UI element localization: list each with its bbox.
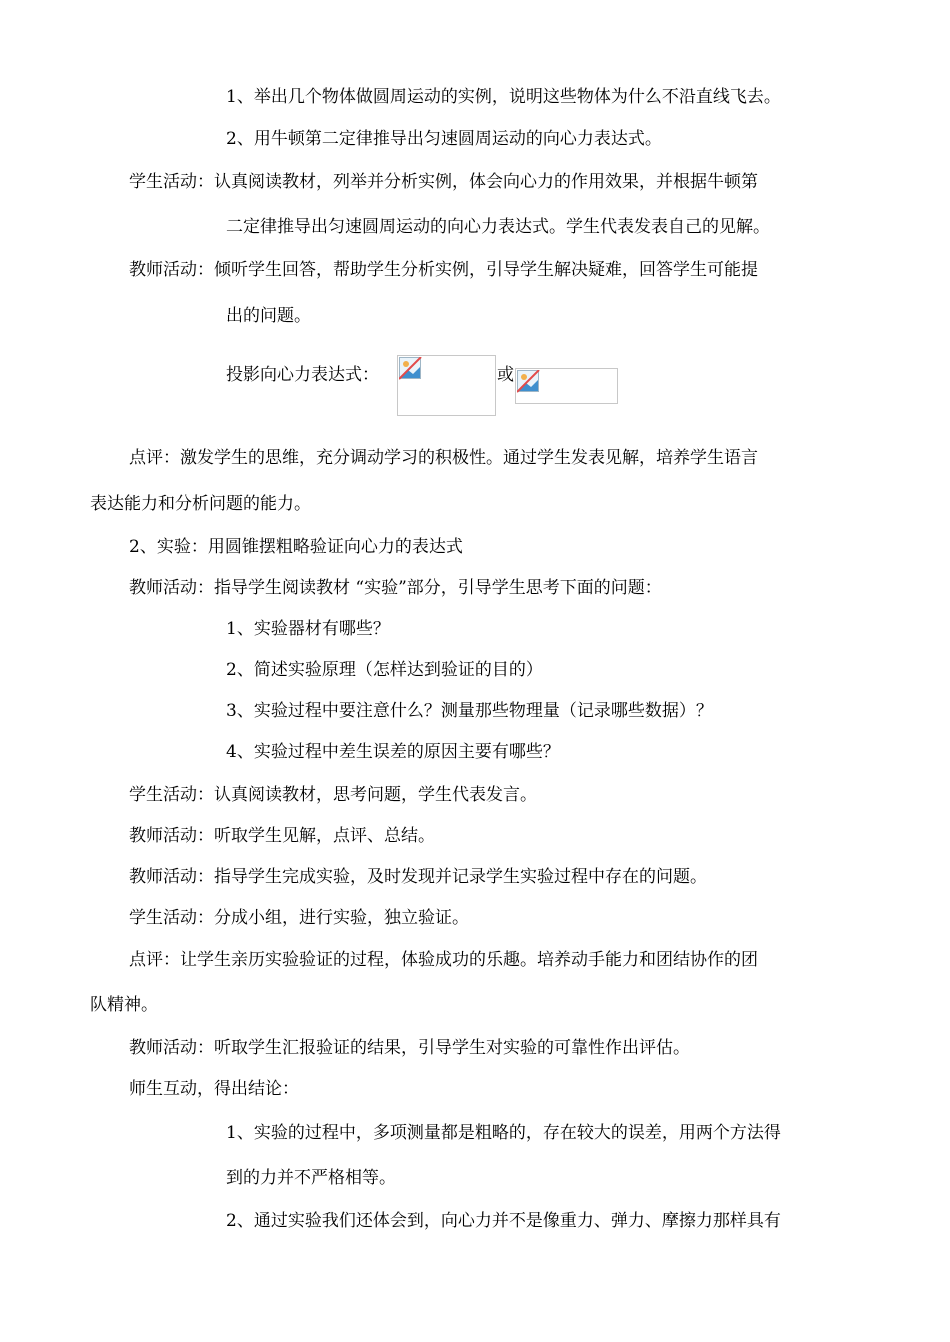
text-line: 1、举出几个物体做圆周运动的实例，说明这些物体为什么不沿直线飞去。 [226,87,781,107]
formula-label: 投影向心力表达式： [226,365,379,385]
text-line: 教师活动：指导学生完成实验，及时发现并记录学生实验过程中存在的问题。 [129,867,707,887]
formula-image-2 [515,368,618,404]
text-line: 二定律推导出匀速圆周运动的向心力表达式。学生代表发表自己的见解。 [226,217,770,237]
list-item: 2、简述实验原理（怎样达到验证的目的） [226,660,543,680]
text-line: 点评：激发学生的思维，充分调动学习的积极性。通过学生发表见解，培养学生语言 [129,448,758,468]
text-line: 出的问题。 [226,306,311,326]
list-item: 1、实验的过程中，多项测量都是粗略的，存在较大的误差，用两个方法得 [226,1123,781,1143]
text-line: 队精神。 [90,995,158,1015]
text-line: 表达能力和分析问题的能力。 [90,494,311,514]
list-item: 到的力并不严格相等。 [226,1168,396,1188]
formula-image-1 [397,355,496,416]
text-line: 教师活动：指导学生阅读教材 “实验”部分，引导学生思考下面的问题： [129,578,662,598]
list-item: 4、实验过程中差生误差的原因主要有哪些？ [226,742,560,762]
text-line: 教师活动：听取学生汇报验证的结果，引导学生对实验的可靠性作出评估。 [129,1038,690,1058]
broken-image-icon [517,370,541,394]
text-line: 学生活动：认真阅读教材，思考问题，学生代表发言。 [129,785,537,805]
text-line: 2、用牛顿第二定律推导出匀速圆周运动的向心力表达式。 [226,129,662,149]
broken-image-icon [399,357,423,381]
text-line: 教师活动：倾听学生回答，帮助学生分析实例，引导学生解决疑难，回答学生可能提 [129,260,758,280]
text-line: 师生互动，得出结论： [129,1079,299,1099]
text-line: 教师活动：听取学生见解，点评、总结。 [129,826,435,846]
list-item: 1、实验器材有哪些？ [226,619,390,639]
text-line: 学生活动：认真阅读教材，列举并分析实例，体会向心力的作用效果，并根据牛顿第 [129,172,758,192]
list-item: 2、通过实验我们还体会到，向心力并不是像重力、弹力、摩擦力那样具有 [226,1211,781,1231]
text-line: 或 [497,365,514,385]
text-line: 点评：让学生亲历实验验证的过程，体验成功的乐趣。培养动手能力和团结协作的团 [129,950,758,970]
list-item: 3、实验过程中要注意什么？测量那些物理量（记录哪些数据）？ [226,701,713,721]
section-heading: 2、实验：用圆锥摆粗略验证向心力的表达式 [129,537,463,557]
text-line: 学生活动：分成小组，进行实验，独立验证。 [129,908,469,928]
